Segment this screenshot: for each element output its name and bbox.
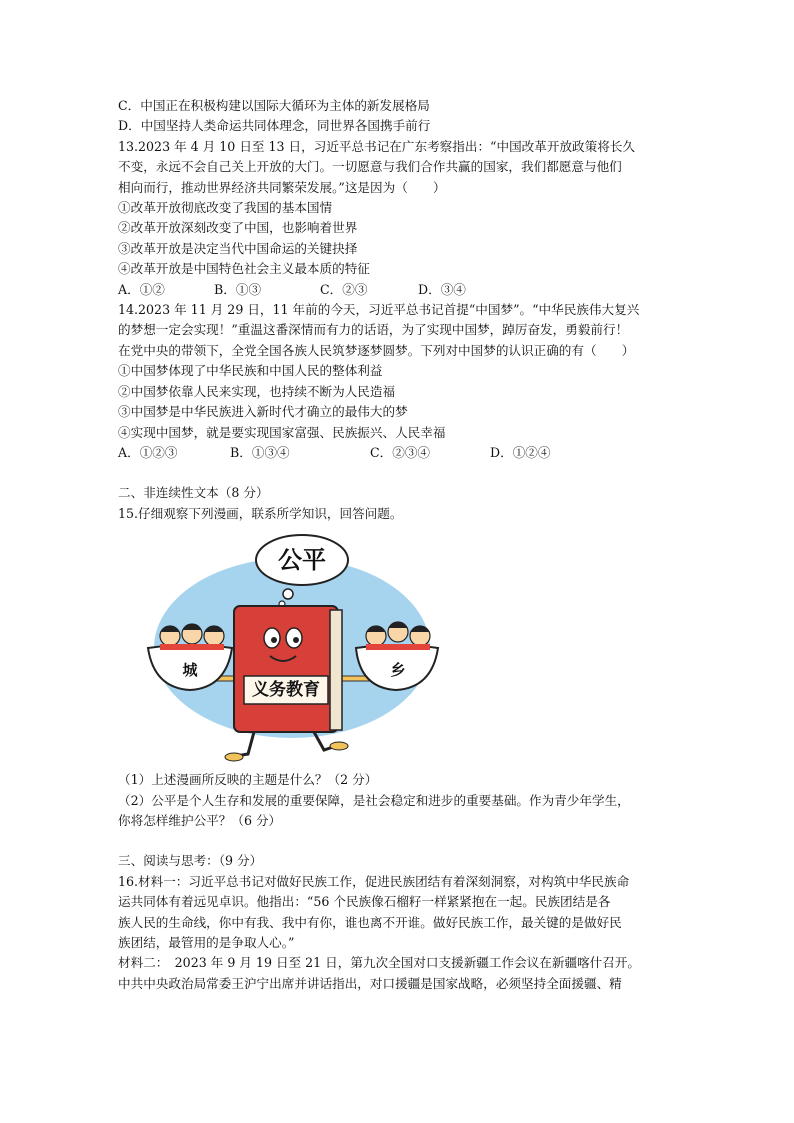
q13-item: ④改革开放是中国特色社会主义最本质的特征 (118, 261, 370, 277)
q15-sub-question-2: （2）公平是个人生存和发展的重要保障，是社会稳定和进步的重要基础。作为青少年学生， (118, 792, 630, 808)
q13-stem-line: 不变，永远不会自己关上开放的大门。一切愿意与我们合作共赢的国家，我们都愿意与他们 (118, 159, 622, 175)
cartoon-left-bowl-text: 城 (182, 661, 198, 680)
question-13 (118, 137, 686, 300)
q14-option-d: D．①②④ (490, 444, 551, 460)
q14-options (118, 443, 686, 463)
material-1-line: 族团结，最管用的是争取人心。” (118, 934, 295, 950)
q15-sub-question-2-cont: 你将怎样维护公平？（6 分） (118, 812, 282, 828)
question-14 (118, 300, 686, 463)
q13-stem-line: 13.2023 年 4 月 10 日至 13 日，习近平总书记在广东考察指出：“中国改革开放政策将长久 (118, 138, 636, 154)
material-1-line: 族人民的生命线，你中有我、我中有你，谁也离不开谁。做好民族工作，最关键的是做好民 (118, 914, 622, 930)
fairness-cartoon (142, 530, 442, 766)
q14-item: ①中国梦体现了中华民族和中国人民的整体利益 (118, 363, 383, 379)
q14-option-a: A．①②③ (118, 444, 178, 460)
q13-item: ①改革开放彻底改变了我国的基本国情 (118, 200, 333, 216)
q13-option-a: A．①② (118, 281, 165, 297)
q13-options (118, 280, 686, 300)
q14-stem-line: 的梦想一定会实现！”重温这番深情而有力的话语，为了实现中国梦，踔厉奋发，勇毅前行！ (118, 322, 629, 338)
cartoon-bubble-text: 公平 (278, 546, 326, 575)
q13-option-b: B．①③ (214, 281, 262, 297)
q12-option-c: C．中国正在积极构建以国际大循环为主体的新发展格局 (118, 98, 430, 113)
q15-sub-question-1: （1）上述漫画所反映的主题是什么？（2 分） (118, 772, 378, 788)
cartoon-book-text: 义务教育 (252, 680, 320, 701)
q15-stem: 15.仔细观察下列漫画，联系所学知识，回答问题。 (118, 505, 403, 521)
q12-option-d: D．中国坚持人类命运共同体理念，同世界各国携手前行 (118, 118, 431, 134)
q13-item: ③改革开放是决定当代中国命运的关键抉择 (118, 240, 358, 256)
q13-stem-line: 相向而行，推动世界经济共同繁荣发展。”这是因为（ ） (118, 179, 446, 195)
q14-item: ②中国梦依靠人民来实现，也持续不断为人民造福 (118, 383, 396, 399)
material-2-line: 材料二： 2023 年 9 月 19 日至 21 日，第九次全国对口支援新疆工作会议在新疆喀什召开。 (118, 955, 641, 971)
section-2-title: 二、非连续性文本（8 分） (118, 485, 269, 501)
q14-stem-line: 14.2023 年 11 月 29 日，11 年前的今天，习近平总书记首提“中国梦”。“中华民族伟大复兴 (118, 302, 640, 318)
q13-item: ②改革开放深刻改变了中国，也影响着世界 (118, 220, 358, 236)
q14-item: ④实现中国梦，就是要实现国家富强、民族振兴、人民幸福 (118, 424, 446, 440)
q14-option-b: B．①③④ (230, 444, 290, 460)
cartoon-right-bowl-text: 乡 (390, 661, 406, 680)
q13-option-c: C．②③ (320, 281, 368, 297)
material-1-line: 运共同体有着远见卓识。他指出：“56 个民族像石榴籽一样紧紧抱在一起。民族团结是各 (118, 894, 611, 910)
q14-stem-line: 在党中央的带领下，全党全国各族人民筑梦逐梦圆梦。下列对中国梦的认识正确的有（ ） (118, 342, 635, 358)
material-1-line: 16.材料一：习近平总书记对做好民族工作，促进民族团结有着深刻洞察，对构筑中华民族命 (118, 873, 630, 889)
exam-page (118, 96, 686, 994)
material-2-line: 中共中央政治局常委王沪宁出席并讲话指出，对口援疆是国家战略，必须坚持全面援疆、精 (118, 975, 622, 991)
q13-option-d: D．③④ (418, 281, 466, 297)
q14-item: ③中国梦是中华民族进入新时代才确立的最伟大的梦 (118, 404, 408, 420)
section-3-title: 三、阅读与思考：（9 分） (118, 853, 263, 869)
q14-option-c: C．②③④ (370, 444, 431, 460)
